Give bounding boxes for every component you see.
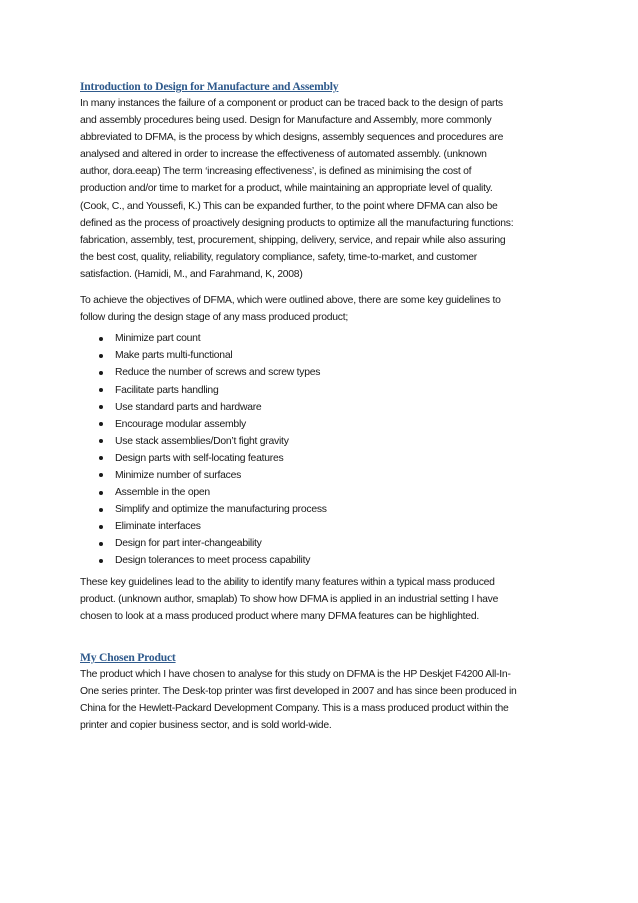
product-heading: My Chosen Product bbox=[80, 650, 176, 664]
intro-paragraph-3 bbox=[80, 574, 565, 625]
paragraph-gap bbox=[80, 283, 565, 292]
intro-heading: Introduction to Design for Manufacture and Assembly bbox=[80, 80, 339, 93]
list-item: Design for part inter-changeability bbox=[80, 535, 565, 552]
text-line: follow during the design stage of any mass produced product; bbox=[80, 312, 349, 324]
guidelines-list bbox=[80, 330, 565, 569]
list-item: Assemble in the open bbox=[80, 484, 565, 501]
text-line: printer and copier business sector, and is sold world-wide. bbox=[80, 720, 332, 732]
text-line: product. (unknown author, smaplab) To show how DFMA is applied in an industrial setting I have bbox=[80, 593, 499, 605]
text-line: abbreviated to DFMA, is the process by which designs, assembly sequences and procedures are bbox=[80, 132, 504, 144]
product-paragraph bbox=[80, 666, 565, 734]
document-page bbox=[80, 78, 565, 734]
text-line: author, dora.eeap) The term ‘increasing effectiveness’, is defined as minimising the cost of bbox=[80, 166, 472, 178]
product-section bbox=[80, 649, 565, 734]
text-line: China for the Hewlett-Packard Development Company. This is a mass produced product within the bbox=[80, 703, 509, 714]
text-line: production and/or time to market for a product, while maintaining an appropriate level of quality. bbox=[80, 183, 493, 195]
list-item: Encourage modular assembly bbox=[80, 416, 565, 433]
list-item: Simplify and optimize the manufacturing process bbox=[80, 501, 565, 518]
list-item: Minimize part count bbox=[80, 330, 565, 347]
list-item: Design tolerances to meet process capability bbox=[80, 552, 565, 569]
text-line: These key guidelines lead to the ability to identify many features within a typical mass produced bbox=[80, 576, 495, 588]
list-item: Minimize number of surfaces bbox=[80, 467, 565, 484]
text-line: To achieve the objectives of DFMA, which were outlined above, there are some key guidelines to bbox=[80, 295, 501, 307]
intro-paragraph-1 bbox=[80, 95, 565, 283]
text-line: analysed and altered in order to increase the effectiveness of automated assembly. (unknown bbox=[80, 149, 487, 161]
list-item: Use stack assemblies/Don’t fight gravity bbox=[80, 433, 565, 450]
text-line: defined as the process of proactively designing products to optimize all the manufacturing functions: bbox=[80, 217, 514, 229]
list-item: Facilitate parts handling bbox=[80, 382, 565, 399]
text-line: chosen to look at a mass produced product where many DFMA features can be highlighted. bbox=[80, 610, 479, 622]
text-line: The product which I have chosen to analyse for this study on DFMA is the HP Deskjet F4200 All-In- bbox=[80, 668, 511, 680]
list-item: Reduce the number of screws and screw types bbox=[80, 364, 565, 381]
intro-paragraph-2 bbox=[80, 292, 565, 326]
list-item: Eliminate interfaces bbox=[80, 518, 565, 535]
text-line: In many instances the failure of a component or product can be traced back to the design of parts bbox=[80, 98, 503, 109]
list-item: Design parts with self-locating features bbox=[80, 450, 565, 467]
text-line: the best cost, quality, reliability, regulatory compliance, safety, time-to-market, and customer bbox=[80, 251, 477, 263]
text-line: satisfaction. (Hamidi, M., and Farahmand, K, 2008) bbox=[80, 268, 303, 280]
text-line: fabrication, assembly, test, procurement, shipping, delivery, service, and repair while also assuring bbox=[80, 234, 506, 246]
text-line: and assembly procedures being used. Design for Manufacture and Assembly, more commonly bbox=[80, 115, 492, 127]
list-item: Use standard parts and hardware bbox=[80, 399, 565, 416]
text-line: One series printer. The Desk-top printer was first developed in 2007 and has since been produced in bbox=[80, 685, 517, 697]
text-line: (Cook, C., and Youssefi, K.) This can be expanded further, to the point where DFMA can also be bbox=[80, 200, 498, 212]
list-item: Make parts multi-functional bbox=[80, 347, 565, 364]
